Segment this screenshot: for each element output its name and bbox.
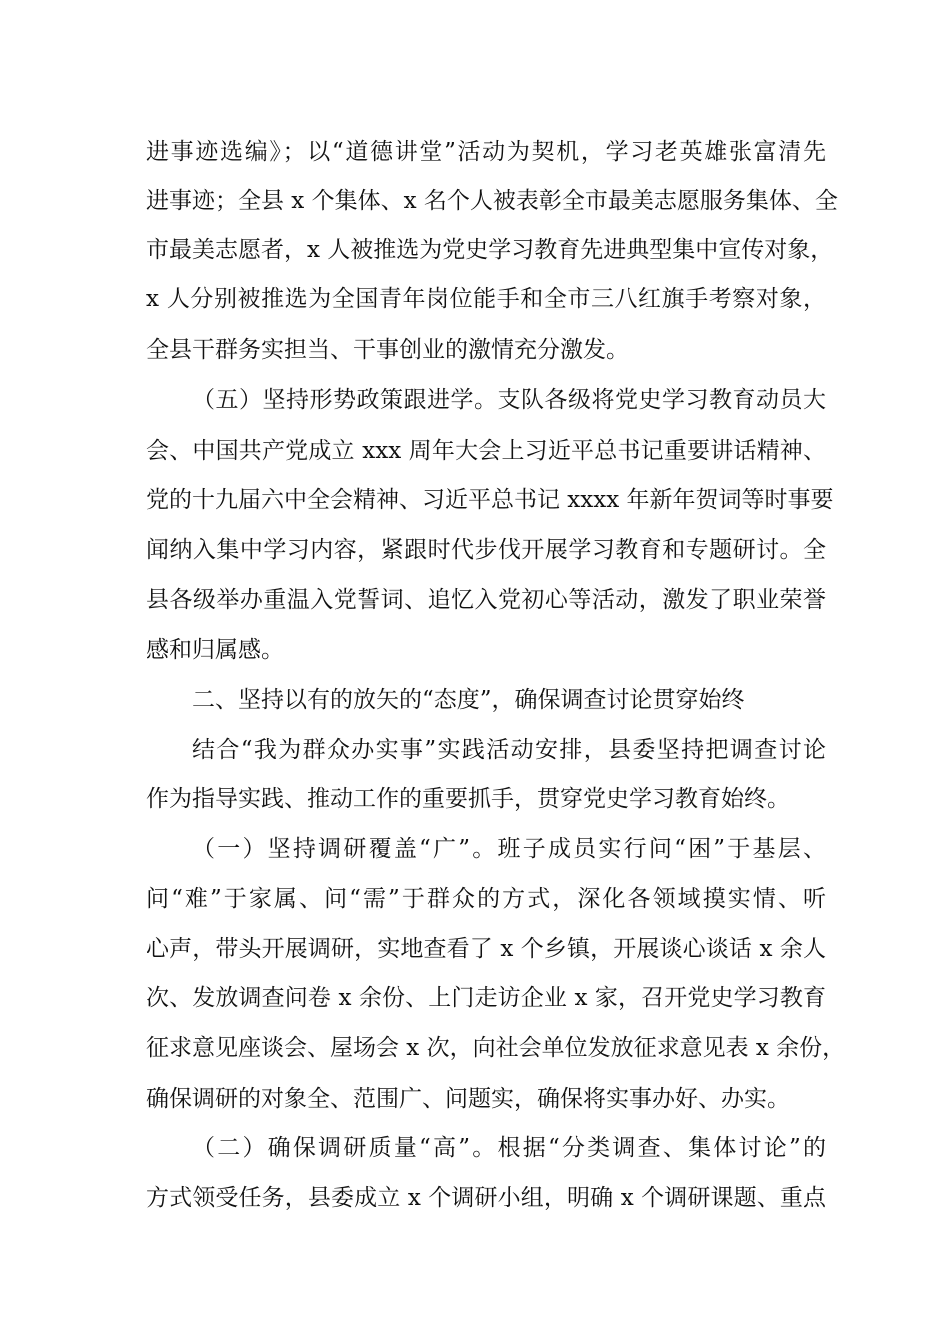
section-heading: 二、坚持以有的放矢的“态度”，确保调查讨论贯穿始终 [192,687,745,713]
text-line: 问“难”于家属、问“需”于群众的方式，深化各领域摸实情、听 [146,886,826,912]
text-line: （一）坚持调研覆盖“广”。班子成员实行问“困”于基层、 [192,836,826,862]
text-line: 党的十九届六中全会精神、习近平总书记 xxxx 年新年贺词等时事要 [146,487,834,513]
text-line: 作为指导实践、推动工作的重要抓手，贯穿党史学习教育始终。 [146,786,790,812]
text-line: （五）坚持形势政策跟进学。支队各级将党史学习教育动员大 [192,387,826,413]
text-line: 县各级举办重温入党誓词、追忆入党初心等活动，激发了职业荣誉 [146,587,826,613]
text-line: 进事迹；全县 x 个集体、x 名个人被表彰全市最美志愿服务集体、全 [146,188,838,214]
text-line: 心声，带头开展调研，实地查看了 x 个乡镇，开展谈心谈话 x 余人 [146,936,826,962]
text-line: 全县干群务实担当、干事创业的激情充分激发。 [146,337,629,363]
text-line: x 人分别被推选为全国青年岗位能手和全市三八红旗手考察对象， [146,286,826,312]
text-line: 市最美志愿者，x 人被推选为党史学习教育先进典型集中宣传对象， [146,237,834,263]
text-line: 闻纳入集中学习内容，紧跟时代步伐开展学习教育和专题研讨。全 [146,537,826,563]
text-line: （二）确保调研质量“高”。根据“分类调查、集体讨论”的 [192,1135,826,1161]
text-line: 方式领受任务，县委成立 x 个调研小组，明确 x 个调研课题、重点 [146,1185,826,1211]
text-line: 结合“我为群众办实事”实践活动安排，县委坚持把调查讨论 [192,737,826,763]
text-line: 确保调研的对象全、范围广、问题实，确保将实事办好、办实。 [146,1086,790,1112]
text-line: 进事迹选编》；以“道德讲堂”活动为契机，学习老英雄张富清先 [146,139,826,165]
text-line: 次、发放调查问卷 x 余份、上门走访企业 x 家，召开党史学习教育 [146,985,826,1011]
text-line: 感和归属感。 [146,637,284,663]
text-line: 会、中国共产党成立 xxx 周年大会上习近平总书记重要讲话精神、 [146,438,826,464]
text-line: 征求意见座谈会、屋场会 x 次，向社会单位发放征求意见表 x 余份， [146,1035,846,1061]
